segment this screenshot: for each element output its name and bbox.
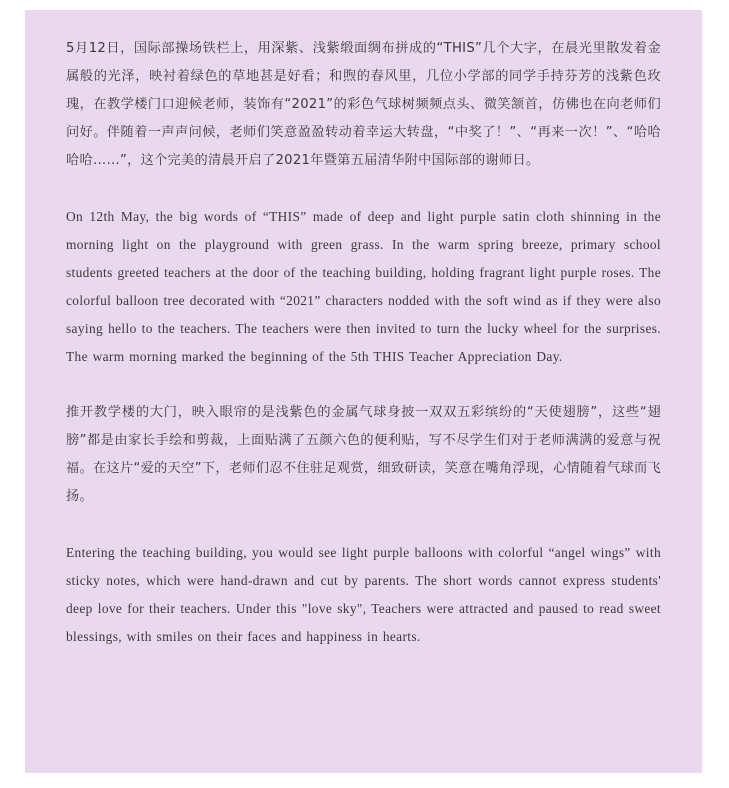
- paragraph-zh-1: 5月12日，国际部操场铁栏上，用深紫、浅紫缎面绸布拼成的“THIS”几个大字，在晨光里散发着金属般的光泽，映衬着绿色的草地甚是好看；和煦的春风里，几位小学部的同学手持芬芳的浅紫色玫瑰，在教学楼门口迎候老师，装饰有“2021”的彩色气球树频频点头、微笑颔首，仿佛也在向老师们问好。伴随着一声声问候，老师们笑意盈盈转动着幸运大转盘，“中奖了！”、“再来一次！”、“哈哈哈哈……”，这个完美的清晨开启了2021年暨第五届清华附中国际部的谢师日。: [66, 41, 661, 168]
- paragraph-en-1: On 12th May, the big words of “THIS” made of deep and light purple satin cloth shinning in the morning light on the playground with green grass. In the warm spring breeze, primary school students greeted teachers at the door of the teaching building, holding fragrant light purple roses. The colorful balloon tree decorated with “2021” characters nodded with the soft wind as if they were also saying hello to the teachers. The teachers were then invited to turn the lucky wheel for the surprises. The warm morning marked the beginning of the 5th THIS Teacher Appreciation Day.: [66, 209, 661, 364]
- article-card: [25, 10, 702, 773]
- paragraph-zh-2: 推开教学楼的大门，映入眼帘的是浅紫色的金属气球身披一双双五彩缤纷的“天使翅膀”，这些“翅膀”都是由家长手绘和剪裁，上面贴满了五颜六色的便利贴，写不尽学生们对于老师满满的爱意与祝福。在这片“爱的天空”下，老师们忍不住驻足观赏，细致研读，笑意在嘴角浮现，心情随着气球而飞扬。: [66, 405, 661, 504]
- paragraph-en-2: Entering the teaching building, you would see light purple balloons with colorful “angel wings” with sticky notes, which were hand-drawn and cut by parents. The short words cannot express students' deep love for their teachers. Under this "love sky", Teachers were attracted and paused to read sweet blessings, with smiles on their faces and happiness in hearts.: [66, 545, 661, 644]
- paragraph-spacer: [66, 511, 661, 539]
- paragraph-spacer: [66, 175, 661, 203]
- paragraph-spacer: [66, 371, 661, 399]
